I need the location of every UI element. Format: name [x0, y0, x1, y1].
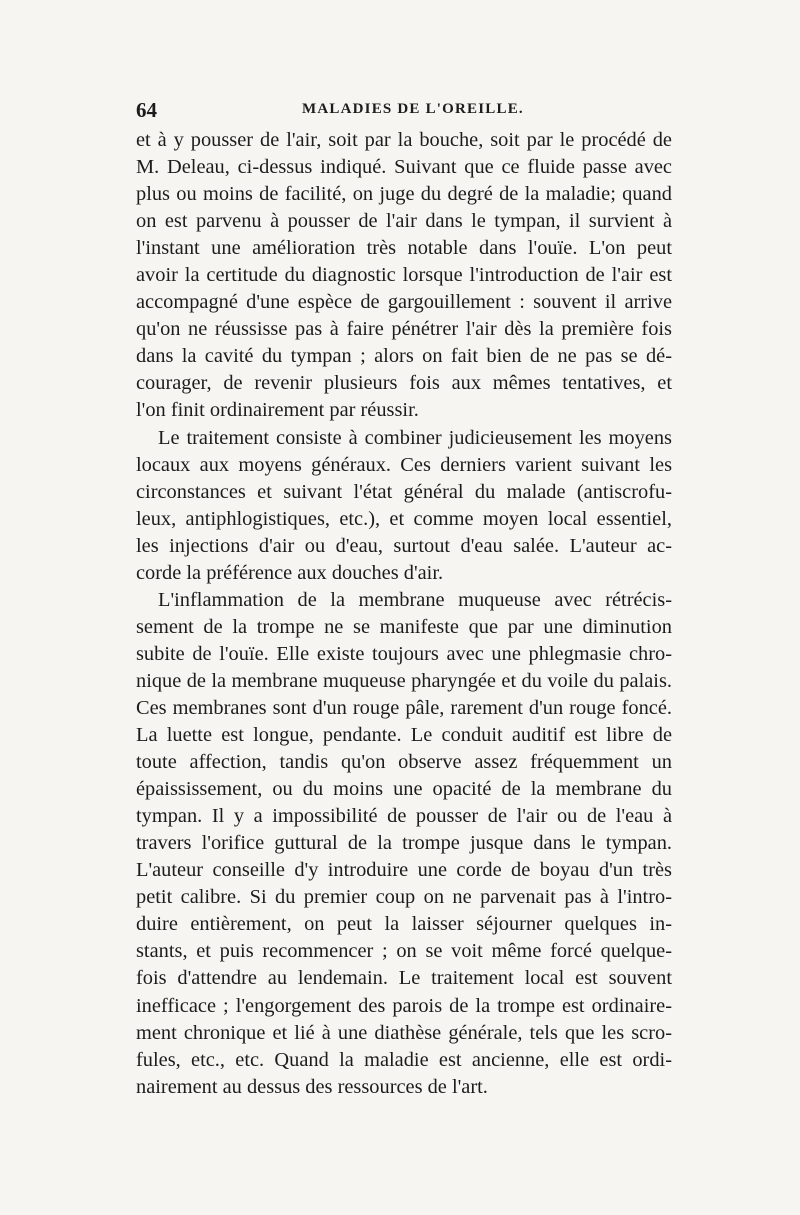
page-header — [136, 98, 676, 128]
text-line: toute affection, tandis qu'on observe assez fréquemment un — [136, 751, 672, 774]
text-line: circonstances et suivant l'état général du malade (antiscrofu- — [136, 480, 672, 503]
text-line: corde la préférence aux douches d'air. — [136, 561, 444, 584]
text-line: M. Deleau, ci-dessus indiqué. Suivant que ce fluide passe avec — [136, 156, 672, 179]
text-line: accompagné d'une espèce de gargouillement : souvent il arrive — [136, 291, 672, 314]
text-line: dans la cavité du tympan ; alors on fait bien de ne pas se dé- — [136, 345, 672, 368]
text-line: tympan. Il y a impossibilité de pousser de l'air ou de l'eau à — [136, 805, 672, 828]
text-line: L'inflammation de la membrane muqueuse avec rétrécis- — [158, 588, 672, 611]
text-line: épaississement, ou du moins une opacité de la membrane du — [136, 778, 672, 801]
paragraph-3 — [136, 587, 672, 1101]
body-text — [136, 127, 672, 1101]
text-line: qu'on ne réussisse pas à faire pénétrer l'air dès la première fois — [136, 318, 672, 341]
text-line: sement de la trompe ne se manifeste que par une diminution — [136, 615, 672, 638]
text-line: on est parvenu à pousser de l'air dans le tympan, il survient à — [136, 210, 672, 233]
text-line: fules, etc., etc. Quand la maladie est ancienne, elle est ordi- — [136, 1048, 672, 1071]
text-line: nique de la membrane muqueuse pharyngée et du voile du palais. — [136, 669, 672, 692]
text-line: Le traitement consiste à combiner judicieusement les moyens — [158, 426, 672, 449]
text-line: stants, et puis recommencer ; on se voit même forcé quelque- — [136, 940, 672, 963]
text-line: leux, antiphlogistiques, etc.), et comme moyen local essentiel, — [136, 507, 672, 530]
text-line: fois d'attendre au lendemain. Le traitement local est souvent — [136, 967, 672, 990]
paragraph-1 — [136, 127, 672, 425]
text-line: ment chronique et lié à une diathèse générale, tels que les scro- — [136, 1021, 672, 1044]
text-line: l'on finit ordinairement par réussir. — [136, 399, 419, 422]
text-line: plus ou moins de facilité, on juge du degré de la maladie; quand — [136, 183, 672, 206]
text-line: La luette est longue, pendante. Le conduit auditif est libre de — [136, 724, 672, 747]
text-line: travers l'orifice guttural de la trompe jusque dans le tympan. — [136, 832, 672, 855]
text-line: et à y pousser de l'air, soit par la bouche, soit par le procédé de — [136, 129, 672, 151]
text-line: petit calibre. Si du premier coup on ne parvenait pas à l'intro- — [136, 886, 672, 909]
page-number: 64 — [136, 98, 157, 122]
text-line: nairement au dessus des ressources de l'art. — [136, 1075, 488, 1098]
text-line: Ces membranes sont d'un rouge pâle, rarement d'un rouge foncé. — [136, 696, 672, 719]
text-line: subite de l'ouïe. Elle existe toujours avec une phlegmasie chro- — [136, 642, 672, 665]
text-line: avoir la certitude du diagnostic lorsque l'introduction de l'air est — [136, 264, 672, 287]
text-line: inefficace ; l'engorgement des parois de la trompe est ordinaire- — [136, 994, 672, 1017]
text-line: l'instant une amélioration très notable dans l'ouïe. L'on peut — [136, 237, 672, 260]
text-line: locaux aux moyens généraux. Ces derniers varient suivant les — [136, 453, 672, 476]
text-line: L'auteur conseille d'y introduire une corde de boyau d'un très — [136, 859, 672, 882]
paragraph-2 — [136, 425, 672, 587]
text-line: les injections d'air ou d'eau, surtout d'eau salée. L'auteur ac- — [136, 534, 672, 557]
text-line: courager, de revenir plusieurs fois aux mêmes tentatives, et — [136, 372, 672, 395]
running-title: MALADIES DE L'OREILLE. — [302, 101, 524, 117]
text-line: duire entièrement, on peut la laisser séjourner quelques in- — [136, 913, 672, 936]
